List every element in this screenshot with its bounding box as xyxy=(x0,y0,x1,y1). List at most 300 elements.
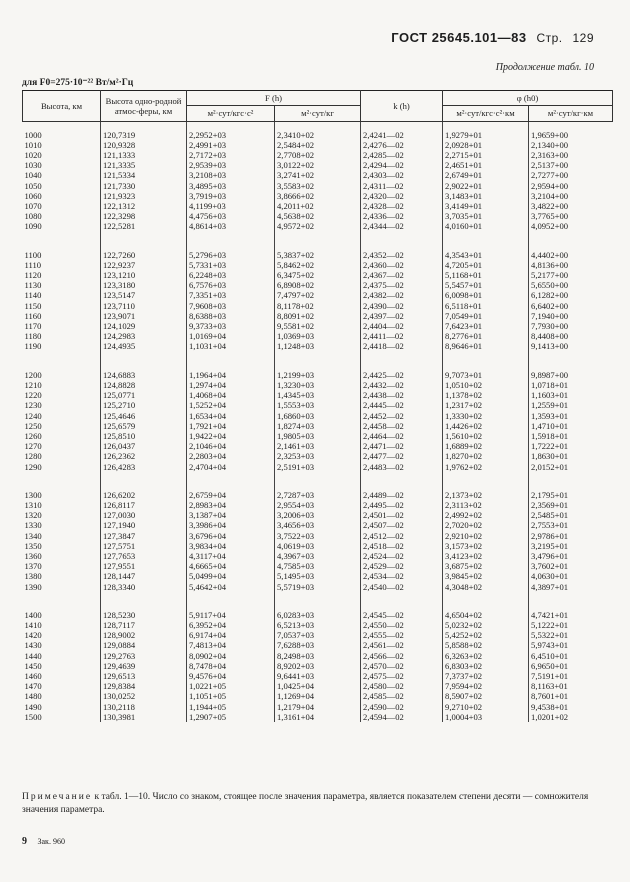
table-cell: 2,5485+01 xyxy=(529,510,613,520)
table-cell: 1,0369+03 xyxy=(275,331,361,341)
table-cell: 1,5553+03 xyxy=(275,400,361,410)
table-cell: 2,4477—02 xyxy=(361,451,443,461)
table-cell: 2,4507—02 xyxy=(361,520,443,530)
table-cell: 2,4489—02 xyxy=(361,490,443,500)
table-cell: 3,4656+03 xyxy=(275,520,361,530)
table-row xyxy=(23,610,613,620)
table-cell: 1020 xyxy=(24,150,42,161)
table-cell: 1500 xyxy=(24,711,42,722)
table-cell: 1,6534+04 xyxy=(187,411,275,421)
table-cell: 9,3733+03 xyxy=(187,321,275,331)
table-row xyxy=(23,280,613,290)
table-row xyxy=(23,462,613,472)
table-cell: 5,1222+01 xyxy=(529,620,613,630)
table-cell: 2,4390—02 xyxy=(361,301,443,311)
table-cell: 4,0630+01 xyxy=(529,571,613,581)
table-cell: 2,9210+02 xyxy=(443,531,529,541)
table-cell: 2,4411—02 xyxy=(361,331,443,341)
table-row xyxy=(23,620,613,630)
table-cell: 127,9551 xyxy=(101,561,187,571)
table-cell: 125,2710 xyxy=(101,400,187,410)
table-cell: 8,9646+01 xyxy=(443,341,529,351)
table-cell: 123,9071 xyxy=(101,311,187,321)
table-cell: 4,0160+01 xyxy=(443,221,529,231)
table-cell: 124,4935 xyxy=(101,341,187,351)
table-cell: 127,3847 xyxy=(101,531,187,541)
table-cell: 1080 xyxy=(24,211,42,222)
table-cell: 6,0098+01 xyxy=(443,290,529,300)
table-cell: 2,4425—02 xyxy=(361,370,443,380)
table-cell: 5,7331+03 xyxy=(187,260,275,270)
group-spacer xyxy=(23,472,613,490)
table-cell: 2,8983+04 xyxy=(187,500,275,510)
table-cell: 1,9279+01 xyxy=(443,130,529,140)
table-cell: 1000 xyxy=(24,129,42,140)
table-cell: 129,6513 xyxy=(101,671,187,681)
table-cell: 4,6504+02 xyxy=(443,610,529,620)
table-cell: 1,3230+03 xyxy=(275,380,361,390)
table-row xyxy=(23,551,613,561)
table-cell: 127,5751 xyxy=(101,541,187,551)
table-cell: 1370 xyxy=(24,561,42,572)
table-cell: 3,2108+03 xyxy=(187,170,275,180)
table-row xyxy=(23,681,613,691)
table-cell: 2,7020+02 xyxy=(443,520,529,530)
header-F-group: F (h) xyxy=(187,91,361,106)
table-cell: 6,8908+02 xyxy=(275,280,361,290)
table-cell: 3,1483+01 xyxy=(443,191,529,201)
table-cell: 7,0549+01 xyxy=(443,311,529,321)
table-row xyxy=(23,490,613,500)
table-cell: 8,0902+04 xyxy=(187,651,275,661)
table-cell: 128,7117 xyxy=(101,620,187,630)
table-cell: 1300 xyxy=(24,489,42,500)
table-cell: 1220 xyxy=(24,390,42,401)
table-cell: 6,0283+03 xyxy=(275,610,361,620)
table-cell: 5,9117+04 xyxy=(187,610,275,620)
table-cell: 121,3335 xyxy=(101,160,187,170)
table-cell: 122,9237 xyxy=(101,260,187,270)
table-cell: 2,4438—02 xyxy=(361,390,443,400)
table-cell: 1,6889+02 xyxy=(443,441,529,451)
table-cell: 6,1282+00 xyxy=(529,290,613,300)
table-cell: 1,0201+02 xyxy=(529,712,613,722)
table-cell: 2,5484+02 xyxy=(275,140,361,150)
table-cell: 1,0169+04 xyxy=(187,331,275,341)
table-cell: 2,1373+02 xyxy=(443,490,529,500)
table-cell: 1350 xyxy=(24,540,42,551)
header-height: Высота, км xyxy=(23,91,101,122)
table-row xyxy=(23,702,613,712)
header-phi-unit2: м²·сут/кг·км xyxy=(529,106,613,121)
table-cell: 5,1168+01 xyxy=(443,270,529,280)
table-row xyxy=(23,390,613,400)
table-cell: 3,9845+02 xyxy=(443,571,529,581)
table-cell: 1290 xyxy=(24,461,42,472)
table-cell: 126,8117 xyxy=(101,500,187,510)
table-cell: 2,7708+02 xyxy=(275,150,361,160)
table-row xyxy=(23,630,613,640)
table-cell: 3,4123+02 xyxy=(443,551,529,561)
table-cell: 6,8303+02 xyxy=(443,661,529,671)
table-cell: 6,2248+03 xyxy=(187,270,275,280)
table-cell: 4,7421+01 xyxy=(529,610,613,620)
table-cell: 2,4704+04 xyxy=(187,462,275,472)
table-cell: 6,5213+03 xyxy=(275,620,361,630)
table-cell: 6,4510+01 xyxy=(529,651,613,661)
header-F-unit1: м²·сут/кгс·с² xyxy=(187,106,275,121)
table-row xyxy=(23,221,613,231)
table-cell: 2,5137+00 xyxy=(529,160,613,170)
table-cell: 1340 xyxy=(24,530,42,541)
table-cell: 4,9572+02 xyxy=(275,221,361,231)
table-cell: 122,5281 xyxy=(101,221,187,231)
table-cell: 1,1603+01 xyxy=(529,390,613,400)
table-cell: 2,6749+01 xyxy=(443,170,529,180)
table-cell: 4,6665+04 xyxy=(187,561,275,571)
table-cell: 5,2796+03 xyxy=(187,250,275,260)
table-cell: 6,9650+01 xyxy=(529,661,613,671)
table-cell: 7,4797+02 xyxy=(275,290,361,300)
page-header xyxy=(391,30,594,45)
table-cell: 121,7330 xyxy=(101,181,187,191)
table-cell: 1,2974+04 xyxy=(187,380,275,390)
table-row xyxy=(23,421,613,431)
table-cell: 3,8666+02 xyxy=(275,191,361,201)
table-cell: 1120 xyxy=(24,270,42,281)
table-row xyxy=(23,331,613,341)
table-cell: 2,3163+00 xyxy=(529,150,613,160)
table-cell: 123,7110 xyxy=(101,301,187,311)
table-cell: 2,2803+04 xyxy=(187,451,275,461)
table-cell: 1190 xyxy=(24,341,42,352)
table-cell: 2,0928+01 xyxy=(443,140,529,150)
table-cell: 2,5191+03 xyxy=(275,462,361,472)
table-cell: 3,7035+01 xyxy=(443,211,529,221)
table-row xyxy=(23,140,613,150)
table-row xyxy=(23,712,613,722)
table-cell: 2,4464—02 xyxy=(361,431,443,441)
table-row xyxy=(23,130,613,140)
table-row xyxy=(23,311,613,321)
table-cell: 2,4534—02 xyxy=(361,571,443,581)
table-condition: для F0=275·10⁻²² Вт/м²·Гц xyxy=(22,78,134,88)
table-row xyxy=(23,531,613,541)
table-cell: 1410 xyxy=(24,619,42,630)
table-cell: 5,0499+04 xyxy=(187,571,275,581)
table-cell: 8,2498+03 xyxy=(275,651,361,661)
table-cell: 2,4555—02 xyxy=(361,630,443,640)
table-row xyxy=(23,160,613,170)
table-row xyxy=(23,451,613,461)
table-cell: 128,5230 xyxy=(101,610,187,620)
table-cell: 1,6860+03 xyxy=(275,411,361,421)
table-cell: 1,3330+02 xyxy=(443,411,529,421)
standard-code: ГОСТ 25645.101—83 xyxy=(391,30,527,45)
table-cell: 5,9743+01 xyxy=(529,640,613,650)
table-cell: 1,0425+04 xyxy=(275,681,361,691)
table-cell: 126,2362 xyxy=(101,451,187,461)
table-cell: 2,4360—02 xyxy=(361,260,443,270)
table-cell: 2,4344—02 xyxy=(361,221,443,231)
table-cell: 8,7478+04 xyxy=(187,661,275,671)
table-cell: 1,4345+03 xyxy=(275,390,361,400)
table-cell: 2,7287+03 xyxy=(275,490,361,500)
table-row xyxy=(23,640,613,650)
table-cell: 1180 xyxy=(24,331,42,342)
table-cell: 5,8462+02 xyxy=(275,260,361,270)
table-cell: 2,4458—02 xyxy=(361,421,443,431)
table-row xyxy=(23,520,613,530)
table-cell: 3,4796+01 xyxy=(529,551,613,561)
table-cell: 120,9328 xyxy=(101,140,187,150)
table-cell: 1210 xyxy=(24,379,42,390)
table-cell: 2,4992+02 xyxy=(443,510,529,520)
table-cell: 1310 xyxy=(24,499,42,510)
table-cell: 9,7073+01 xyxy=(443,370,529,380)
table-cell: 9,1413+00 xyxy=(529,341,613,351)
table-cell: 7,5191+01 xyxy=(529,671,613,681)
table-cell: 2,4320—02 xyxy=(361,191,443,201)
table-cell: 1,1031+04 xyxy=(187,341,275,351)
table-cell: 9,4576+04 xyxy=(187,671,275,681)
table-cell: 5,2177+00 xyxy=(529,270,613,280)
table-cell: 5,5457+01 xyxy=(443,280,529,290)
table-body xyxy=(23,121,613,722)
table-cell: 5,5322+01 xyxy=(529,630,613,640)
table-cell: 9,5581+02 xyxy=(275,321,361,331)
table-cell: 1,0221+05 xyxy=(187,681,275,691)
table-row xyxy=(23,260,613,270)
table-cell: 4,8136+00 xyxy=(529,260,613,270)
table-cell: 127,1940 xyxy=(101,520,187,530)
table-cell: 1030 xyxy=(24,160,42,171)
table-row xyxy=(23,380,613,390)
table-cell: 2,4575—02 xyxy=(361,671,443,681)
table-cell: 1,1269+04 xyxy=(275,691,361,701)
table-cell: 7,3351+03 xyxy=(187,290,275,300)
table-row xyxy=(23,651,613,661)
header-F-unit2: м²·сут/кг xyxy=(275,106,361,121)
table-row xyxy=(23,400,613,410)
atmosphere-table xyxy=(22,90,613,722)
table-cell: 3,6796+04 xyxy=(187,531,275,541)
table-cell: 1250 xyxy=(24,420,42,431)
table-cell: 1,5918+01 xyxy=(529,431,613,441)
table-cell: 2,3253+03 xyxy=(275,451,361,461)
table-cell: 1040 xyxy=(24,170,42,181)
table-cell: 7,4813+04 xyxy=(187,640,275,650)
table-cell: 8,7601+01 xyxy=(529,691,613,701)
table-cell: 2,7172+03 xyxy=(187,150,275,160)
table-cell: 129,2763 xyxy=(101,651,187,661)
table-cell: 129,4639 xyxy=(101,661,187,671)
table-cell: 2,3410+02 xyxy=(275,130,361,140)
table-cell: 3,4822+00 xyxy=(529,201,613,211)
footer-number: 9 xyxy=(22,836,27,847)
table-cell: 2,4501—02 xyxy=(361,510,443,520)
table-row xyxy=(23,341,613,351)
table-cell: 7,9594+02 xyxy=(443,681,529,691)
table-row xyxy=(23,571,613,581)
table-row xyxy=(23,301,613,311)
table-cell: 2,4241—02 xyxy=(361,130,443,140)
table-cell: 126,6202 xyxy=(101,490,187,500)
table-row xyxy=(23,181,613,191)
table-cell: 130,3981 xyxy=(101,712,187,722)
table-row xyxy=(23,431,613,441)
table-cell: 9,4538+01 xyxy=(529,702,613,712)
table-cell: 2,6759+04 xyxy=(187,490,275,500)
table-cell: 1,7222+01 xyxy=(529,441,613,451)
table-cell: 124,2983 xyxy=(101,331,187,341)
table-cell: 1,3161+04 xyxy=(275,712,361,722)
table-continuation-label: Продолжение табл. 10 xyxy=(495,62,594,73)
table-cell: 4,0952+00 xyxy=(529,221,613,231)
table-cell: 124,8828 xyxy=(101,380,187,390)
table-cell: 1,7921+04 xyxy=(187,421,275,431)
table-cell: 1480 xyxy=(24,691,42,702)
table-cell: 2,0152+01 xyxy=(529,462,613,472)
table-cell: 2,2715+01 xyxy=(443,150,529,160)
table-cell: 1390 xyxy=(24,581,42,592)
table-cell: 1,1944+05 xyxy=(187,702,275,712)
table-cell: 2,4471—02 xyxy=(361,441,443,451)
table-cell: 8,4408+00 xyxy=(529,331,613,341)
table-cell: 7,6423+01 xyxy=(443,321,529,331)
table-cell: 6,5118+01 xyxy=(443,301,529,311)
table-cell: 1,9422+04 xyxy=(187,431,275,441)
table-cell: 4,3048+02 xyxy=(443,582,529,592)
table-cell: 4,3897+01 xyxy=(529,582,613,592)
table-cell: 1,8630+01 xyxy=(529,451,613,461)
table-cell: 1,0004+03 xyxy=(443,712,529,722)
table-cell: 1270 xyxy=(24,441,42,452)
table-cell: 1,9805+03 xyxy=(275,431,361,441)
table-cell: 2,4276—02 xyxy=(361,140,443,150)
table-cell: 5,4642+04 xyxy=(187,582,275,592)
table-cell: 2,4285—02 xyxy=(361,150,443,160)
table-cell: 1200 xyxy=(24,369,42,380)
table-cell: 128,1447 xyxy=(101,571,187,581)
table-cell: 3,7602+01 xyxy=(529,561,613,571)
table-cell: 1360 xyxy=(24,550,42,561)
table-cell: 8,1163+01 xyxy=(529,681,613,691)
table-cell: 1,0510+02 xyxy=(443,380,529,390)
table-cell: 5,1495+03 xyxy=(275,571,361,581)
table-cell: 2,4445—02 xyxy=(361,400,443,410)
table-cell: 1380 xyxy=(24,571,42,582)
table-cell: 3,3986+04 xyxy=(187,520,275,530)
table-cell: 1490 xyxy=(24,701,42,712)
table-cell: 1,9762+02 xyxy=(443,462,529,472)
table-cell: 7,3737+02 xyxy=(443,671,529,681)
table-cell: 2,1340+00 xyxy=(529,140,613,150)
table-row xyxy=(23,691,613,701)
table-cell: 7,0537+03 xyxy=(275,630,361,640)
table-cell: 1230 xyxy=(24,400,42,411)
table-cell: 121,9323 xyxy=(101,191,187,201)
table-cell: 125,8510 xyxy=(101,431,187,441)
table-cell: 1010 xyxy=(24,139,42,150)
table-cell: 6,3952+04 xyxy=(187,620,275,630)
table-cell: 1160 xyxy=(24,310,42,321)
table-cell: 9,6441+03 xyxy=(275,671,361,681)
table-row xyxy=(23,671,613,681)
table-cell: 1320 xyxy=(24,510,42,521)
table-cell: 125,0771 xyxy=(101,390,187,400)
note-lead: Примечание xyxy=(22,792,93,802)
table-cell: 1240 xyxy=(24,410,42,421)
note-text: к табл. 1—10. Число со знаком, стоящее после значения параметра, является показателем степени десяти — сомножителя значения параметра. xyxy=(22,792,589,815)
table-cell: 1440 xyxy=(24,650,42,661)
table-cell: 3,2104+00 xyxy=(529,191,613,201)
table-cell: 4,4756+03 xyxy=(187,211,275,221)
table-cell: 2,4367—02 xyxy=(361,270,443,280)
group-spacer xyxy=(23,121,613,130)
table-cell: 3,2741+02 xyxy=(275,170,361,180)
table-cell: 6,7576+03 xyxy=(187,280,275,290)
table-cell: 1,0718+01 xyxy=(529,380,613,390)
table-cell: 1,8274+03 xyxy=(275,421,361,431)
table-row xyxy=(23,321,613,331)
table-cell: 4,5638+02 xyxy=(275,211,361,221)
table-cell: 1,2199+03 xyxy=(275,370,361,380)
header-phi-unit1: м²·сут/кгс·с²·км xyxy=(443,106,529,121)
table-cell: 2,4580—02 xyxy=(361,681,443,691)
table-cell: 2,4561—02 xyxy=(361,640,443,650)
table-row xyxy=(23,150,613,160)
table-row xyxy=(23,561,613,571)
table-cell: 2,4540—02 xyxy=(361,582,443,592)
table-cell: 7,7930+00 xyxy=(529,321,613,331)
table-cell: 7,6288+03 xyxy=(275,640,361,650)
table-cell: 1,1964+04 xyxy=(187,370,275,380)
table-cell: 2,4328—02 xyxy=(361,201,443,211)
table-cell: 1150 xyxy=(24,300,42,311)
table-cell: 2,4375—02 xyxy=(361,280,443,290)
table-cell: 124,1029 xyxy=(101,321,187,331)
table-cell: 1260 xyxy=(24,430,42,441)
table-cell: 9,8987+00 xyxy=(529,370,613,380)
table-cell: 1280 xyxy=(24,451,42,462)
table-row xyxy=(23,201,613,211)
table-cell: 3,2195+01 xyxy=(529,541,613,551)
table-cell: 8,1178+02 xyxy=(275,301,361,311)
table-cell: 2,4452—02 xyxy=(361,411,443,421)
table-cell: 3,4149+01 xyxy=(443,201,529,211)
table-cell: 2,4404—02 xyxy=(361,321,443,331)
table-cell: 6,6402+00 xyxy=(529,301,613,311)
table-row xyxy=(23,661,613,671)
table-cell: 2,4432—02 xyxy=(361,380,443,390)
table-cell: 1100 xyxy=(24,249,42,260)
table-cell: 1,1051+05 xyxy=(187,691,275,701)
table-cell: 2,9022+01 xyxy=(443,181,529,191)
table-cell: 2,3113+02 xyxy=(443,500,529,510)
table-row xyxy=(23,370,613,380)
table-cell: 1330 xyxy=(24,520,42,531)
table-cell: 2,4991+03 xyxy=(187,140,275,150)
table-cell: 1,4426+02 xyxy=(443,421,529,431)
table-row xyxy=(23,541,613,551)
table-cell: 1090 xyxy=(24,221,42,232)
table-cell: 6,3263+02 xyxy=(443,651,529,661)
table-cell: 8,8091+02 xyxy=(275,311,361,321)
table-cell: 2,9539+03 xyxy=(187,160,275,170)
table-cell: 4,0619+03 xyxy=(275,541,361,551)
table-cell: 7,1940+00 xyxy=(529,311,613,321)
